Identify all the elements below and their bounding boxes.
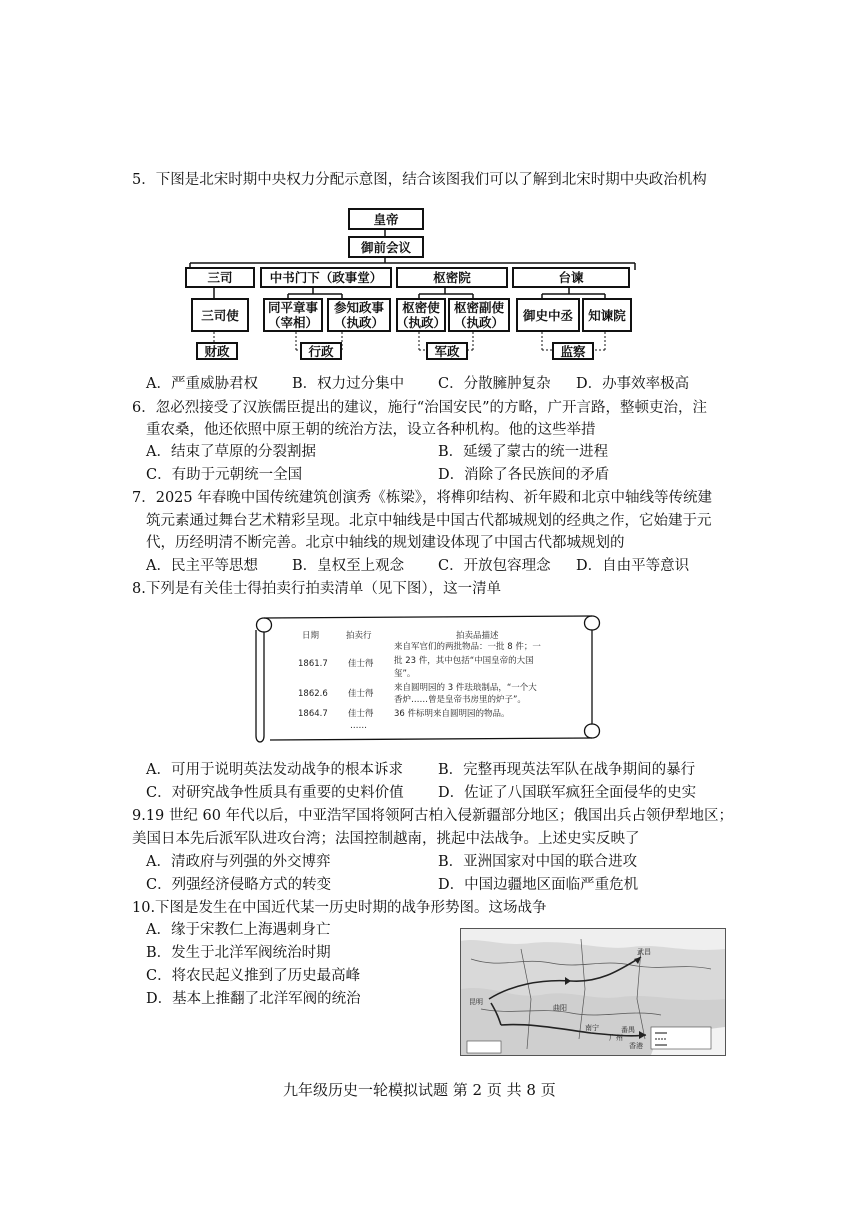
page-footer: 九年级历史一轮模拟试题 第 2 页 共 8 页 (283, 1081, 556, 1099)
q10-option-a: A．缘于宋教仁上海遇刺身亡 (146, 922, 331, 938)
auction-row1-desc-3: 玺”。 (394, 669, 416, 679)
diagram-canzhi-box: 参知政事 （执政） (327, 298, 391, 332)
map-label-kunming: 昆明 (469, 998, 483, 1006)
diagram-zaixiang-box: 同平章事 （宰相） (263, 298, 323, 332)
map-label-wuchang: 武昌 (637, 948, 651, 956)
q6-option-b: B．延缓了蒙古的统一进程 (438, 444, 609, 460)
q5-stem: 5．下图是北宋时期中央权力分配示意图，结合该图我们可以了解到北宋时期中央政治机构 (132, 172, 707, 188)
q10-stem: 10.下图是发生在中国近代某一历史时期的战争形势图。这场战争 (132, 900, 547, 916)
q8-option-d: D．佐证了八国联军疯狂全面侵华的史实 (438, 785, 697, 801)
map-label-hongkong: 香港 (629, 1042, 643, 1050)
diagram-administration-label: 行政 (300, 342, 342, 360)
diagram-shumiyuan-box: 枢密院 (396, 267, 508, 288)
diagram-shumifushi-box: 枢密副使 （执政） (448, 298, 510, 332)
auction-row1-desc-1: 来自军官们的两批物品：一批 8 件；一 (394, 642, 541, 652)
q8-auction-scroll (250, 604, 606, 746)
auction-row2-date: 1862.6 (298, 689, 328, 699)
q9-stem-line-2: 美国日本先后派军队进攻台湾；法国控制越南，挑起中法战争。上述史实反映了 (132, 831, 640, 847)
diagram-zhongshu-box: 中书门下（政事堂） (260, 267, 392, 288)
auction-row1-desc-2: 批 23 件，其中包括“中国皇帝的大国 (394, 656, 534, 666)
q5-option-c: C．分散臃肿复杂 (438, 376, 551, 392)
auction-row3-desc-1: 36 件标明来自圆明园的物品。 (394, 709, 510, 719)
diagram-council-box: 御前会议 (348, 236, 424, 258)
diagram-zhijian-box: 知谏院 (582, 298, 632, 332)
q7-stem-line-2: 筑元素通过舞台艺术精彩呈现。北京中轴线是中国古代都城规划的经典之作，它始建于元 (146, 513, 712, 529)
q7-option-c: C．开放包容理念 (438, 558, 551, 574)
q7-stem-line-1: 7．2025 年春晚中国传统建筑创演秀《栋梁》，将榫卯结构、祈年殿和北京中轴线等传统建 (132, 490, 712, 506)
auction-row3-date: 1864.7 (298, 709, 328, 719)
q10-option-b: B．发生于北洋军阀统治时期 (146, 945, 331, 961)
q5-option-d: D．办事效率极高 (576, 376, 690, 392)
diagram-sansi-box: 三司 (185, 267, 255, 288)
q8-option-a: A．可用于说明英法发动战争的根本诉求 (146, 762, 403, 778)
diagram-military-label: 军政 (426, 342, 468, 360)
diagram-sansishi-box: 三司使 (191, 298, 249, 332)
auction-row2-house: 佳士得 (348, 689, 374, 699)
map-terrain (461, 929, 725, 1055)
diagram-finance-label: 财政 (196, 342, 238, 360)
diagram-emperor-box: 皇帝 (348, 208, 424, 230)
q7-option-b: B．皇权至上观念 (292, 558, 405, 574)
auction-header-desc: 拍卖品描述 (456, 631, 499, 641)
q6-stem-line-2: 重农桑，他还依照中原王朝的统治方法，设立各种机构。他的这些举措 (146, 422, 596, 438)
q5-option-a: A．严重威胁君权 (146, 376, 258, 392)
q10-war-map (460, 928, 726, 1056)
scroll-outline (250, 604, 606, 746)
auction-header-date: 日期 (302, 631, 320, 641)
auction-row1-house: 佳士得 (348, 659, 374, 669)
map-label-quyang: 曲阳 (553, 1004, 567, 1012)
q6-stem-line-1: 6．忽必烈接受了汉族儒臣提出的建议，施行“治国安民”的方略，广开言路，整顿吏治，注 (132, 400, 708, 416)
auction-ellipsis: …… (350, 721, 367, 731)
q7-option-a: A．民主平等思想 (146, 558, 258, 574)
diagram-supervision-label: 监察 (552, 342, 594, 360)
auction-row1-date: 1861.7 (298, 659, 328, 669)
q9-option-d: D．中国边疆地区面临严重危机 (438, 877, 639, 893)
q9-option-a: A．清政府与列强的外交博弈 (146, 854, 331, 870)
auction-header-house: 拍卖行 (346, 631, 372, 641)
q10-option-d: D．基本上推翻了北洋军阀的统治 (146, 991, 361, 1007)
q9-stem-line-1: 9.19 世纪 60 年代以后，中亚浩罕国将领阿古柏入侵新疆部分地区；俄国出兵占领伊犁地区； (132, 808, 734, 824)
q5-power-diagram (180, 200, 650, 370)
q9-option-b: B．亚洲国家对中国的联合进攻 (438, 854, 638, 870)
diagram-yushi-box: 御史中丞 (516, 298, 580, 332)
auction-row2-desc-1: 来自圆明园的 3 件珐琅制品，“一个大 (394, 683, 537, 693)
map-label-nanning: 南宁 (585, 1024, 599, 1032)
q6-option-a: A．结束了草原的分裂割据 (146, 444, 316, 460)
q8-option-c: C．对研究战争性质具有重要的史料价值 (146, 785, 404, 801)
q5-option-b: B．权力过分集中 (292, 376, 405, 392)
diagram-shumishi-box: 枢密使 （执政） (396, 300, 447, 330)
q8-option-b: B．完整再现英法军队在战争期间的暴行 (438, 762, 696, 778)
q8-stem: 8.下列是有关佳士得拍卖行拍卖清单（见下图），这一清单 (132, 581, 502, 597)
q6-option-c: C．有助于元朝统一全国 (146, 467, 303, 483)
auction-row3-house: 佳士得 (348, 709, 374, 719)
q10-option-c: C．将农民起义推到了历史最高峰 (146, 968, 361, 984)
map-label-panyu: 番禺 (621, 1026, 635, 1034)
q7-stem-line-3: 代，历经明清不断完善。北京中轴线的规划建设体现了中国古代都城规划的 (146, 535, 625, 551)
auction-row2-desc-2: 香炉……曾是皇帝书房里的炉子”。 (394, 695, 526, 705)
q9-option-c: C．列强经济侵略方式的转变 (146, 877, 332, 893)
q7-option-d: D．自由平等意识 (576, 558, 690, 574)
q6-option-d: D．消除了各民族间的矛盾 (438, 467, 610, 483)
diagram-taijian-box: 台谏 (512, 267, 630, 288)
map-label-guangzhou: 广州 (609, 1034, 623, 1042)
